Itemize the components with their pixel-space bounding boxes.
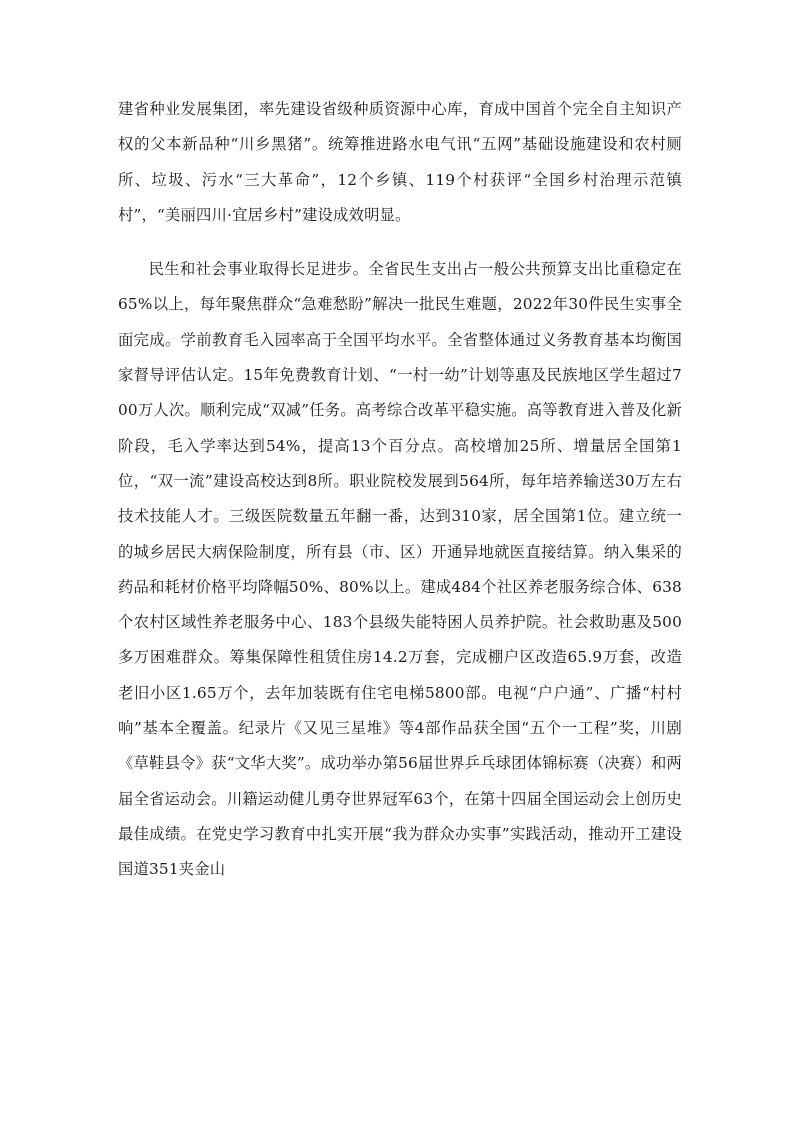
paragraph-livelihood-social-progress: 民生和社会事业取得长足进步。全省民生支出占一般公共预算支出比重稳定在65%以上，每年聚焦群众“急难愁盼”解决一批民生难题，2022年30件民生实事全面完成。学前教育毛入园率高于全国平均水平。全省整体通过义务教育基本均衡国家督导评估认定。15年免费教育计划、“一村一幼”计划等惠及民族地区学生超过700万人次。顺利完成“双减”任务。高考综合改革平稳实施。高等教育进入普及化新阶段，毛入学率达到54%，提高13个百分点。高校增加25所、增量居全国第1位，“双一流”建设高校达到8所。职业院校发展到564所，每年培养输送30万左右技术技能人才。三级医院数量五年翻一番，达到310家，居全国第1位。建立统一的城乡居民大病保险制度，所有县（市、区）开通异地就医直接结算。纳入集采的药品和耗材价格平均降幅50%、80%以上。建成484个社区养老服务综合体、638个农村区域性养老服务中心、183个县级失能特困人员养护院。社会救助惠及500多万困难群众。筹集保障性租赁住房14.2万套，完成棚户区改造65.9万套，改造老旧小区1.65万个，去年加装既有住宅电梯5800部。电视“户户通”、广播“村村响”基本全覆盖。纪录片《又见三星堆》等4部作品获全国“五个一工程”奖，川剧《草鞋县令》获“文华大奖”。成功举办第56届世界乒乓球团体锦标赛（决赛）和两届全省运动会。川籍运动健儿勇夺世界冠军63个，在第十四届全国运动会上创历史最佳成绩。在党史学习教育中扎实开展“我为群众办实事”实践活动，推动开工建设国道351夹金山 bbox=[118, 260, 682, 879]
document-body bbox=[118, 92, 682, 888]
paragraph-rural-revitalization: 建省种业发展集团，率先建设省级种质资源中心库，育成中国首个完全自主知识产权的父本新品种“川乡黑猪”。统筹推进路水电气讯“五网”基础设施建设和农村厕所、垃圾、污水“三大革命”，12个乡镇、119个村获评“全国乡村治理示范镇村”，“美丽四川·宜居乡村”建设成效明显。 bbox=[118, 100, 682, 224]
